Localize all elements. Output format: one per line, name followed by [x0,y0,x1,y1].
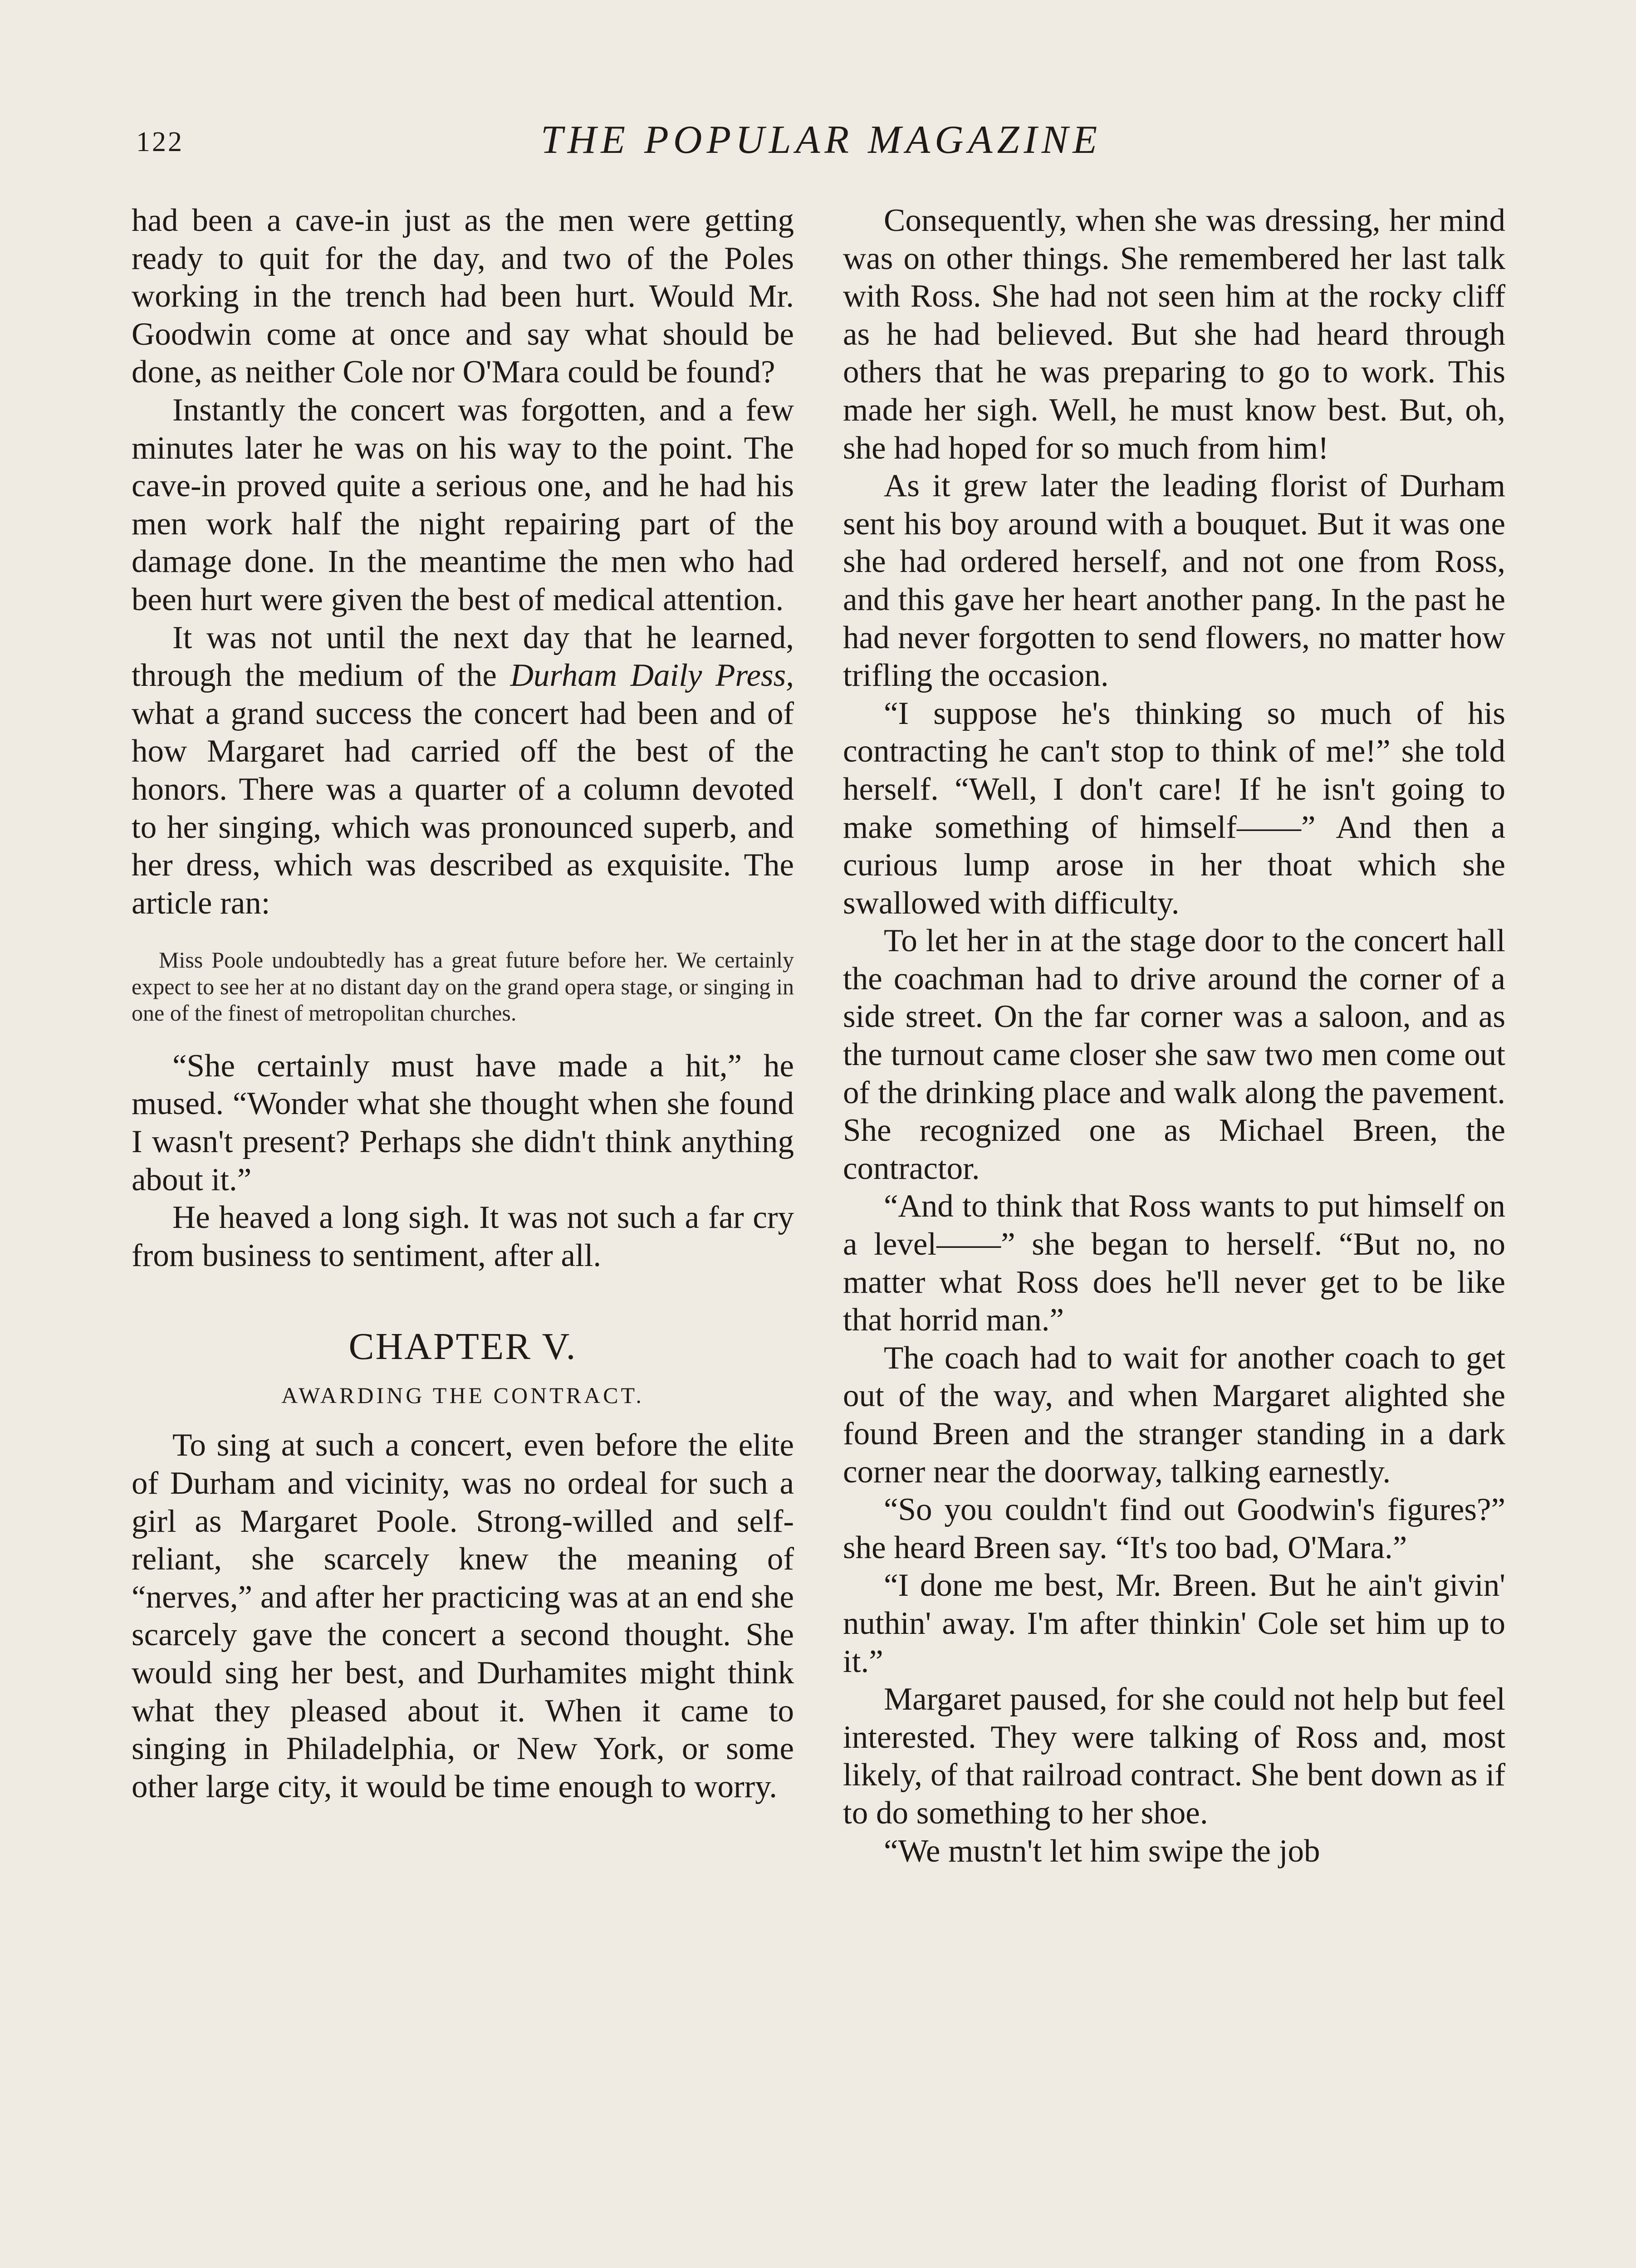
paragraph: As it grew later the leading florist of Durham sent his boy around with a bouquet. But it was one she had ordered herself, and not one from Ross, and this gave her heart another pang. In the past he had never forgotten to send flowers, no matter how trifling the occasion. [843,468,1505,694]
paragraph: “I suppose he's thinking so much of his contracting he can't stop to think of me!” she told herself. “Well, I don't care! If he isn't going to make something of himself——” And then a curious lump arose in her thoat which she swallowed with difficulty. [843,695,1505,921]
paragraph: To sing at such a concert, even before the elite of Durham and vicinity, was no ordeal for such a girl as Margaret Poole. Strong-willed and self-reliant, she scarcely knew the meaning of “nerves,” and after her practicing was at an end she scarcely gave the concert a second thought. She would sing her best, and Durhamites might think what they pleased about it. When it came to singing in Philadelphia, or New York, or some other large city, it would be time enough to worry. [132,1427,794,1804]
page-header [136,117,1506,167]
paragraph: Consequently, when she was dressing, her mind was on other things. She remembered her last talk with Ross. She had not seen him at the rocky cliff as he had believed. But she had heard through others that he was preparing to go to work. This made her sigh. Well, he must know best. But, oh, she had hoped for so much from him! [843,203,1505,466]
paragraph: “We mustn't let him swipe the job [884,1833,1320,1869]
chapter-subtitle: AWARDING THE CONTRACT. [281,1383,644,1408]
right-column [843,202,1505,1870]
left-column [132,202,794,1806]
paragraph: Instantly the concert was forgotten, and a few minutes later he was on his way to the point. The cave-in proved quite a serious one, and he had his men work half the night repairing part of the damage done. In the meantime the men who had been hurt were given the best of medical attention. [132,392,794,617]
paragraph: had been a cave-in just as the men were getting ready to quit for the day, and two of the Poles working in the trench had been hurt. Would Mr. Goodwin come at once and say what should be done, as neither Cole nor O'Mara could be found? [132,203,794,390]
chapter-title: CHAPTER V. [348,1325,577,1368]
paragraph: “So you couldn't find out Goodwin's figures?” she heard Breen say. “It's too bad, O'Mara.” [843,1492,1505,1565]
paragraph-text: It was not until the next day that he learned, through the medium of the [132,620,794,694]
newspaper-title: Durham Daily Press, [510,658,794,694]
paragraph: “I done me best, Mr. Breen. But he ain't givin' nuthin' away. I'm after thinkin' Cole set him up to it.” [843,1568,1505,1679]
paragraph: He heaved a long sigh. It was not such a far cry from business to sentiment, after all. [132,1200,794,1273]
paragraph [132,619,794,923]
block-quote: Miss Poole undoubtedly has a great future before her. We certainly expect to see her at no distant day on the grand opera stage, or singing in one of the finest of metropolitan churches. [132,947,794,1026]
paragraph: Margaret paused, for she could not help but feel interested. They were talking of Ross and, most likely, of that railroad contract. She bent down as if to do something to her shoe. [843,1681,1505,1831]
paragraph: To let her in at the stage door to the concert hall the coachman had to drive around the corner of a side street. On the far corner was a saloon, and as the turnout came closer she saw two men come out of the drinking place and walk along the pavement. She recognized one as Michael Breen, the contractor. [843,923,1505,1186]
paragraph: The coach had to wait for another coach to get out of the way, and when Margaret alighted she found Breen and the stranger standing in a dark corner near the doorway, talking earnestly. [843,1340,1505,1490]
running-head: THE POPULAR MAGAZINE [540,118,1102,162]
paragraph: “And to think that Ross wants to put himself on a level——” she began to herself. “But no, no matter what Ross does he'll never get to be like that horrid man.” [843,1188,1505,1338]
page-number: 122 [136,127,184,157]
paragraph: “She certainly must have made a hit,” he mused. “Wonder what she thought when she found I wasn't present? Perhaps she didn't think anything about it.” [132,1048,794,1198]
paragraph-text: what a grand success the concert had been and of how Margaret had carried off the best of the honors. There was a quarter of a column devoted to her singing, which was pronounced superb, and her dress, which was described as exquisite. The article ran: [132,695,794,921]
